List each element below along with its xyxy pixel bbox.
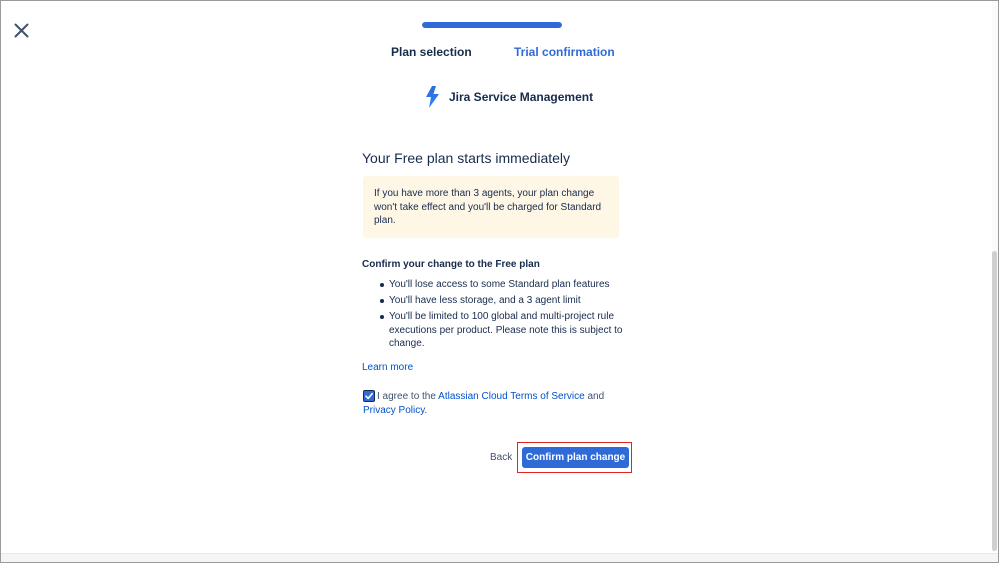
terms-checkbox[interactable]: [363, 390, 375, 402]
page-title: Your Free plan starts immediately: [362, 150, 571, 166]
checkmark-icon: [364, 391, 374, 401]
change-consequences-list: [377, 278, 627, 353]
terms-agreement: [363, 390, 635, 417]
product-name: Jira Service Management: [449, 90, 594, 104]
list-item: You'll be limited to 100 global and multi-project rule executions per product. Please note this is subject to change.: [377, 310, 627, 351]
lightning-bolt-icon: [423, 86, 441, 108]
back-button[interactable]: Back: [490, 452, 513, 463]
agent-limit-warning: [363, 176, 619, 238]
confirm-heading: Confirm your change to the Free plan: [362, 259, 540, 270]
learn-more-link[interactable]: Learn more: [362, 362, 414, 373]
step-trial-confirmation: Trial confirmation: [514, 45, 615, 59]
agreement-prefix: I agree to the: [377, 391, 436, 402]
confirm-plan-change-button[interactable]: Confirm plan change: [522, 447, 629, 468]
step-plan-selection: Plan selection: [391, 45, 472, 59]
list-item: You'll lose access to some Standard plan features: [377, 278, 627, 292]
close-icon[interactable]: [11, 20, 33, 42]
list-item: You'll have less storage, and a 3 agent limit: [377, 294, 627, 308]
terms-of-service-link[interactable]: Atlassian Cloud Terms of Service: [438, 391, 585, 402]
privacy-policy-link[interactable]: Privacy Policy: [363, 404, 425, 416]
agreement-and: and: [587, 391, 605, 402]
progress-bar-fill: [422, 22, 562, 28]
bottom-edge: [1, 553, 998, 562]
progress-bar: [422, 22, 562, 28]
warning-text: If you have more than 3 agents, your plan change won't take effect and you'll be charged for Standard plan.: [374, 188, 602, 226]
scrollbar-thumb[interactable]: [992, 251, 997, 551]
close-button[interactable]: [11, 20, 33, 42]
product-header: [423, 85, 593, 109]
agreement-suffix: .: [424, 404, 428, 416]
